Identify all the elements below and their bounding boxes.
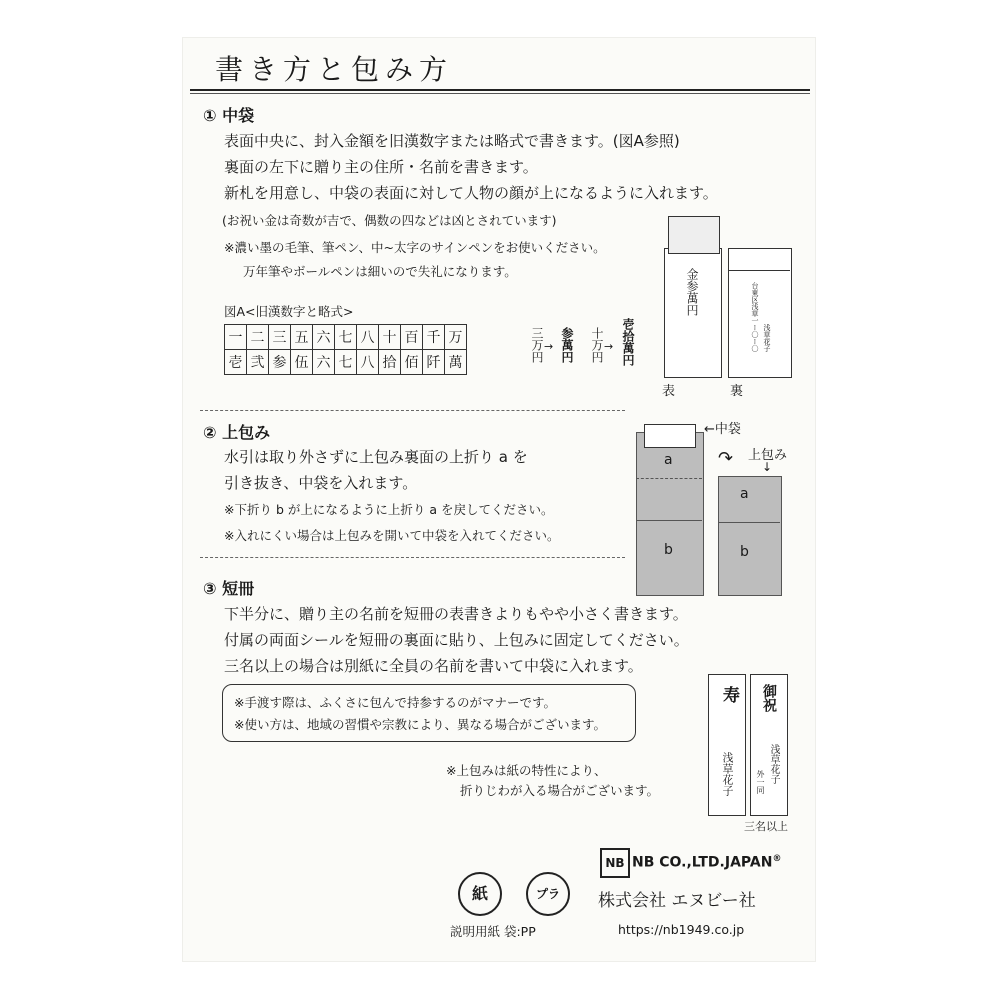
tanzaku2-name: 浅草花子 [768, 744, 779, 784]
banknote-illustration [668, 216, 720, 254]
registered-mark: ® [772, 854, 782, 864]
envelope-front-amount: 金参萬円 [685, 268, 699, 316]
section1-line1: 表面中央に、封入金額を旧漢数字または略式で書きます。(図A参照) [224, 132, 680, 150]
section3-line1: 下半分に、贈り主の名前を短冊の表書きよりもやや小さく書きます。 [224, 605, 688, 623]
company-en [632, 854, 781, 871]
kanji-cell: 参 [269, 350, 291, 375]
down-arrow-icon: ↓ [762, 460, 773, 474]
title-rule [190, 89, 810, 91]
envelope-back-flap [728, 248, 790, 271]
section1-line3: 新札を用意し、中袋の表面に対して人物の顔が上になるように入れます。 [224, 184, 718, 202]
example-sanman-formal: 参萬円 [560, 327, 574, 363]
kanji-table [224, 324, 467, 375]
kanji-cell: 佰 [401, 350, 423, 375]
section1-note2a: ※濃い墨の毛筆、筆ペン、中~太字のサインペンをお使いください。 [224, 240, 606, 255]
label-back: 裏 [730, 384, 744, 399]
wrap-note-a: ※上包みは紙の特性により、 [446, 763, 607, 778]
kanji-cell: 弐 [247, 350, 269, 375]
kanji-cell: 伍 [291, 350, 313, 375]
section1-line2: 裏面の左下に贈り主の住所・名前を書きます。 [224, 158, 538, 176]
paper-recycle-label: 紙 [471, 884, 488, 903]
company-url[interactable]: https://nb1949.co.jp [618, 922, 745, 937]
kanji-cell: 七 [335, 350, 357, 375]
wrap-closed-illustration [718, 476, 782, 596]
fold-a-label: a [740, 486, 749, 502]
section1-note1: (お祝い金は奇数が吉で、偶数の四などは凶とされています) [222, 213, 557, 228]
kanji-cell: 六 [313, 325, 335, 350]
kanji-cell: 六 [313, 350, 335, 375]
kanji-cell: 一 [225, 325, 247, 350]
kanji-cell: 八 [357, 325, 379, 350]
example-juman-formal: 壱拾萬円 [621, 318, 635, 366]
tanzaku1-name: 浅草花子 [721, 752, 734, 796]
fold-line [718, 522, 780, 523]
section3-line2: 付属の両面シールを短冊の裏面に貼り、上包みに固定してください。 [224, 631, 689, 649]
section-divider [200, 410, 625, 411]
section2-note2: ※入れにくい場合は上包みを開いて中袋を入れてください。 [224, 528, 560, 543]
kanji-cell: 五 [291, 325, 313, 350]
company-en-label: NB CO.,LTD.JAPAN [632, 854, 773, 871]
kanji-cell: 萬 [445, 350, 467, 375]
example-sanman: 三万円 [530, 327, 544, 363]
wrap-note-b: 折りじわが入る場合がございます。 [460, 783, 660, 798]
kanji-row-standard [225, 325, 467, 350]
plastic-recycle-icon [526, 872, 570, 916]
fold-a-label: a [664, 452, 673, 468]
label-nakabukuro: ←中袋 [704, 422, 741, 437]
label-uwazutsumi: 上包み [748, 448, 788, 463]
nb-logo-icon: NB [600, 848, 630, 878]
title-rule-thin [190, 93, 810, 94]
kanji-cell: 十 [379, 325, 401, 350]
kanji-cell: 百 [401, 325, 423, 350]
plastic-recycle-label: プラ [535, 887, 560, 901]
paper-recycle-icon [458, 872, 502, 916]
kanji-cell: 三 [269, 325, 291, 350]
section2-note1: ※下折り b が上になるように上折り a を戻してください。 [224, 502, 554, 517]
kanji-cell: 二 [247, 325, 269, 350]
kanji-cell: 万 [445, 325, 467, 350]
table-caption: 図A<旧漢数字と略式> [224, 304, 354, 319]
fold-b-label: b [740, 544, 749, 560]
page-title: 書き方と包み方 [215, 53, 454, 86]
kanji-cell: 七 [335, 325, 357, 350]
fold-b-label: b [664, 542, 673, 558]
section1-heading: ① 中袋 [203, 106, 255, 125]
material-info: 説明用紙 袋:PP [450, 924, 536, 939]
envelope-back-name: 浅草花子 [763, 324, 771, 352]
notice-line1: ※手渡す際は、ふくさに包んで持参するのがマナーです。 [234, 695, 556, 710]
nakabukuro-insert [644, 424, 696, 448]
section1-note2b: 万年筆やボールペンは細いので失礼になります。 [243, 264, 517, 279]
kanji-cell: 阡 [423, 350, 445, 375]
kanji-cell: 八 [357, 350, 379, 375]
tanzaku2-top: 御祝 [761, 684, 777, 712]
kanji-row-formal [225, 350, 467, 375]
company-jp: 株式会社 エヌビー社 [598, 891, 756, 911]
fold-line [636, 478, 702, 479]
notice-line2: ※使い方は、地域の習慣や宗教により、異なる場合がございます。 [234, 717, 606, 732]
kanji-cell: 千 [423, 325, 445, 350]
curved-arrow-icon: ↷ [718, 448, 734, 469]
section-divider [200, 557, 625, 558]
kanji-cell: 拾 [379, 350, 401, 375]
envelope-back-address: 台東区浅草一ー〇ー〇 [751, 282, 759, 352]
tanzaku2-extra: 外一同 [756, 770, 765, 794]
tanzaku1-top: 寿 [719, 686, 739, 703]
section2-heading: ② 上包み [203, 423, 271, 442]
tanzaku-caption: 三名以上 [744, 820, 788, 833]
section2-line1: 水引は取り外さずに上包み裏面の上折り a を [224, 448, 528, 466]
kanji-cell: 壱 [225, 350, 247, 375]
section3-line3: 三名以上の場合は別紙に全員の名前を書いて中袋に入れます。 [224, 657, 643, 675]
section2-line2: 引き抜き、中袋を入れます。 [224, 474, 418, 492]
arrow-icon: → [544, 340, 554, 353]
label-front: 表 [662, 384, 676, 399]
fold-line [636, 520, 702, 521]
arrow-icon: → [604, 340, 614, 353]
example-juman: 十万円 [590, 327, 604, 363]
section3-heading: ③ 短冊 [203, 579, 255, 598]
